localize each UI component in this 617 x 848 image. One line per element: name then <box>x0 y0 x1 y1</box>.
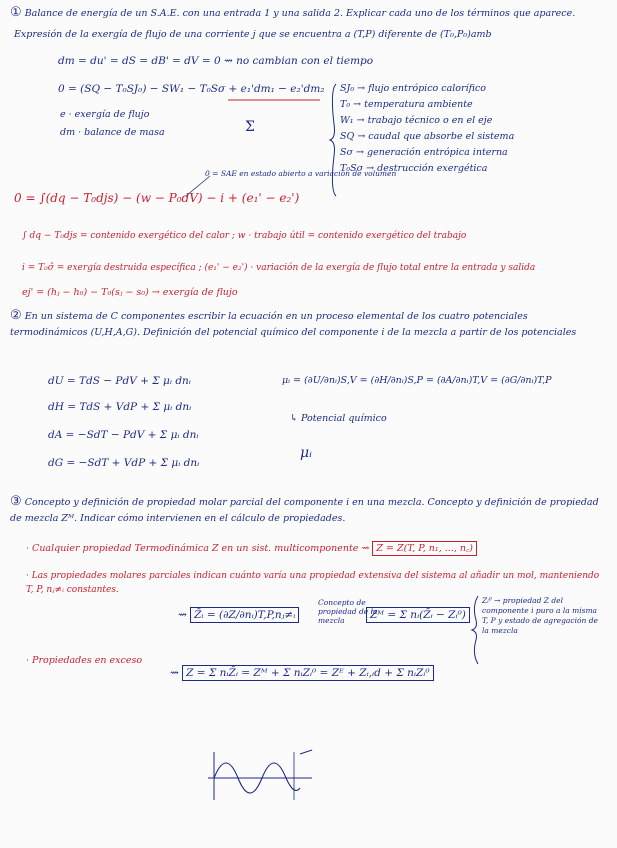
pure-note-brace <box>472 596 478 664</box>
sketch-arrow <box>300 750 312 754</box>
partial-molar-formula: ⇝ Z̄ᵢ = (∂Z/∂nᵢ)T,P,nⱼ≠ᵢ <box>178 610 299 622</box>
section3-number: ③ <box>10 494 22 509</box>
bullet-excess-properties: · Propiedades en exceso <box>26 655 143 666</box>
legend-item: SQ → caudal que absorbe el sistema <box>340 131 515 142</box>
section1-number: ① <box>10 5 22 20</box>
section1-title: Balance de energía de un S.A.E. con una entrada 1 y una salida 2. Explicar cada uno de los términos que aparece. <box>24 8 576 19</box>
sigma-symbol: Σ <box>245 119 255 135</box>
mixing-concept-label: Concepto de propiedad de la mezcla <box>318 598 378 625</box>
legend-item: W₁ → trabajo técnico o en el eje <box>340 115 493 126</box>
mixing-property-formula: Zᴹ = Σ nᵢ(Z̄ᵢ − Zᵢ⁰) <box>366 610 470 622</box>
flow-exergy-def: e · exergía de flujo <box>60 109 150 120</box>
chemical-potential-def: μᵢ = (∂U/∂nᵢ)S,V = (∂H/∂nᵢ)S,P = (∂A/∂nᵢ)T,V = (∂G/∂nᵢ)T,P <box>282 375 552 386</box>
mass-balance-def: dm · balance de masa <box>60 127 165 138</box>
steady-state-note: no cambian con el tiempo <box>236 55 374 67</box>
potential-eq-a: dA = −SdT − PdV + Σ μᵢ dnᵢ <box>48 429 199 441</box>
pure-component-note: Zᵢ⁰ → propiedad Z del componente i puro a la misma T, P y estado de agregación de la mezcla <box>482 596 598 636</box>
integral-definition: ∫ dq − T₀djs = contenido exergético del calor ; w · trabajo útil = contenido exergético del trabajo <box>22 231 467 241</box>
potential-eq-h: dH = TdS + VdP + Σ μᵢ dnᵢ <box>48 401 192 413</box>
potential-eq-g: dG = −SdT + VdP + Σ μᵢ dnᵢ <box>48 457 200 469</box>
bullet-thermo-property: · Cualquier propiedad Termodinámica Z en un sist. multicomponente ⇝ Z = Z(T, P, n₁, ..., n꜀) <box>26 544 477 554</box>
section2-title: En un sistema de C componentes escribir la ecuación en un proceso elemental de los cuatro potenciales termodinámicos (U,H,A,G). Definición del potencial químico del componente i de la mezcla a partir de los potenciales <box>10 311 577 339</box>
excess-property-formula: ⇝ Z = Σ nᵢZ̄ᵢ = Zᴹ + Σ nᵢZᵢ⁰ = Zᴱ + Zᵢ,ᵢd + Σ nᵢZᵢ⁰ <box>170 668 434 680</box>
destroyed-exergy-def: i = T₀σ̂ = exergía destruida específica ; (e₁' − e₂') · variación de la exergía de flujo total entre la entrada y salida <box>22 263 536 273</box>
mu-symbol: μᵢ <box>300 445 312 461</box>
property-function-box: Z = Z(T, P, n₁, ..., n꜀) <box>372 541 477 556</box>
legend-item: T₀ → temperatura ambiente <box>340 99 473 110</box>
legend-brace <box>330 84 336 196</box>
section2-number: ② <box>10 308 22 323</box>
section1-subtitle: Expresión de la exergía de flujo de una corriente j que se encuentra a (T,P) diferente de (T₀,P₀)amb <box>14 29 492 40</box>
steady-state-line: dm = du' = dS = dB' = dV = 0 ⇝ no cambian con el tiempo <box>58 55 374 67</box>
legend-item: Sσ → generación entrópica interna <box>340 147 508 158</box>
chemical-potential-label: ↳ Potencial químico <box>290 413 387 424</box>
bullet-partial-molar: · Las propiedades molares parciales indican cuánto varía una propiedad extensiva del sistema al añadir un mol, manteniendo T, P, nⱼ≠ᵢ constantes. <box>26 571 600 595</box>
exergy-balance: 0 = (SQ − T₀SJ₀) − SW₁ − T₀Sσ + e₁'dm₁ − e₂'dm₂ <box>58 83 325 95</box>
section3-title: Concepto y definición de propiedad molar parcial del componente i en una mezcla. Concepto y definición de propiedad de mezcla Zᴹ. Indicar cómo intervienen en el cálculo de propiedades. <box>10 497 599 525</box>
legend-item: T₀Sσ → destrucción exergética <box>340 163 488 174</box>
flow-exergy-formula: ej' = (hⱼ − h₀) − T₀(sⱼ − s₀) → exergía de flujo <box>22 287 238 298</box>
sae-arrow <box>186 176 210 196</box>
integral-balance: 0 = ∫(dq − T₀djs) − (w − P₀dV) − i + (e₁' − e₂') <box>14 191 300 205</box>
sine-sketch <box>208 750 312 800</box>
sae-note: 0 = SAE en estado abierto a variación de volumen <box>205 169 397 178</box>
legend-item: SJ₀ → flujo entrópico calorífico <box>340 83 486 94</box>
potential-eq-u: dU = TdS − PdV + Σ μᵢ dnᵢ <box>48 375 191 387</box>
